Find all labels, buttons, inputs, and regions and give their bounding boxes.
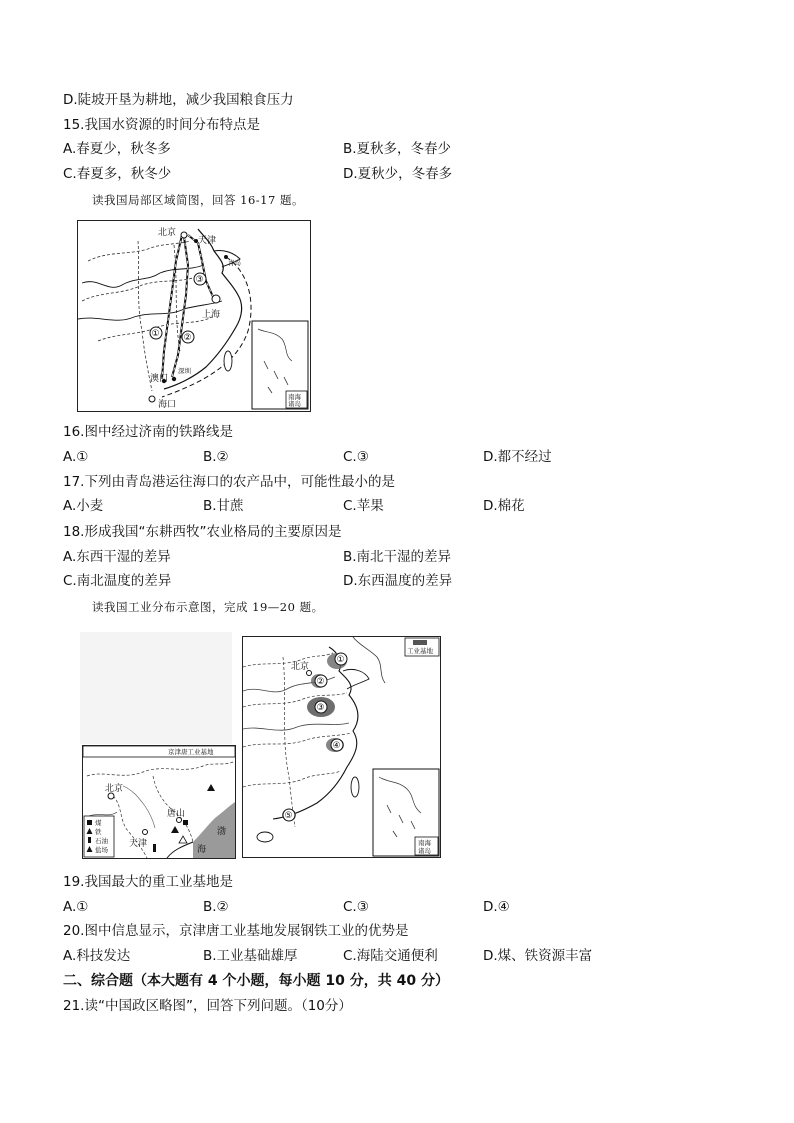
label-tianjin: 天津 [198,236,217,246]
map2-label-beijing: 北京 [105,784,124,794]
scan-background [80,632,232,744]
label-shanghai: 上海 [202,310,221,320]
label-haikou: 海口 [158,400,177,410]
map3-marker-3: ③ [316,703,325,713]
map2-title: 京津唐工业基地 [168,748,214,756]
map2-sea-1: 渤 [217,827,227,837]
label-beijing: 北京 [158,228,177,238]
legend-oil: 石油 [95,837,108,845]
q18-option-a: A.东西干湿的差异 [63,549,171,565]
q19-option-a: A.① [63,899,89,915]
map3-label-beijing: 北京 [291,662,310,672]
map3-marker-1: ① [336,655,345,665]
q15-option-b: B.夏秋多，冬春少 [343,141,452,157]
q16-option-c: C.③ [343,449,369,465]
map3-marker-2: ② [316,677,325,687]
q15-option-d: D.夏秋少，冬春多 [343,166,453,182]
q17-option-b: B.甘蔗 [203,498,244,514]
regional-rail-map [77,220,311,412]
intro-19-20: 读我国工业分布示意图，完成 19—20 题。 [92,600,324,614]
legend-iron: 铁 [95,828,102,836]
q17-option-d: D.棉花 [483,498,525,514]
q19-option-d: D.④ [483,899,510,915]
map3-marker-4: ④ [332,741,341,751]
oil-symbol [153,844,156,852]
inset-label-1: 南海 [288,393,301,401]
legend-coal: 煤 [95,819,102,827]
q19-option-b: B.② [203,899,229,915]
q17-stem: 17.下列由青岛港运往海口的农产品中，可能性最小的是 [63,474,395,490]
inset-label-2: 诸岛 [288,400,301,408]
intro-16-17: 读我国局部区域简图，回答 16-17 题。 [92,193,304,207]
map2-sea-2: 海 [197,845,207,855]
q16-option-b: B.② [203,449,229,465]
jingjintang-industrial-map [82,745,236,859]
q16-option-d: D.都不经过 [483,449,552,465]
iron-symbol [207,784,215,791]
q15-stem: 15.我国水资源的时间分布特点是 [63,117,260,133]
q18-stem: 18.形成我国“东耕西牧”农业格局的主要原因是 [63,524,342,540]
q19-option-c: C.③ [343,899,369,915]
q21-stem: 21.读“中国政区略图”，回答下列问题。（10分） [63,998,352,1014]
q18-option-c: C.南北温度的差异 [63,573,172,589]
coal-symbol [183,820,188,825]
marker-3: ③ [195,275,204,285]
label-qingdao: 青岛 [228,259,241,267]
q15-option-a: A.春夏少，秋冬多 [63,141,171,157]
q20-option-b: B.工业基础雄厚 [203,948,298,964]
marker-2: ② [183,333,192,343]
q15-option-c: C.春夏多，秋冬少 [63,166,172,182]
q18-option-b: B.南北干湿的差异 [343,549,452,565]
section-2-heading: 二、综合题（本大题有 4 个小题，每小题 10 分，共 40 分） [63,973,449,989]
q17-option-a: A.小麦 [63,498,104,514]
q16-stem: 16.图中经过济南的铁路线是 [63,424,233,440]
map2-label-tianjin: 天津 [129,839,148,849]
map3-inset-label-2: 诸岛 [418,847,431,855]
legend-salt: 盐场 [95,846,108,854]
q14-option-d: D.陡坡开垦为耕地，减少我国粮食压力 [63,92,294,108]
label-shenzhen: 深圳 [178,367,191,375]
q16-option-a: A.① [63,449,89,465]
marker-1: ① [151,329,160,339]
q18-option-d: D.东西温度的差异 [343,573,453,589]
q17-option-c: C.苹果 [343,498,384,514]
q20-option-a: A.科技发达 [63,948,131,964]
map3-legend-label: 工业基地 [407,647,433,655]
map2-label-tangshan: 唐山 [167,809,186,819]
q20-option-d: D.煤、铁资源丰富 [483,948,593,964]
map3-inset-label-1: 南海 [418,839,431,847]
map3-marker-5: ⑤ [284,811,293,821]
q19-stem: 19.我国最大的重工业基地是 [63,874,233,890]
industrial-bases-map [242,636,441,858]
label-macau: 澳门 [150,374,169,384]
q20-stem: 20.图中信息显示，京津唐工业基地发展钢铁工业的优势是 [63,923,409,939]
q20-option-c: C.海陆交通便利 [343,948,438,964]
